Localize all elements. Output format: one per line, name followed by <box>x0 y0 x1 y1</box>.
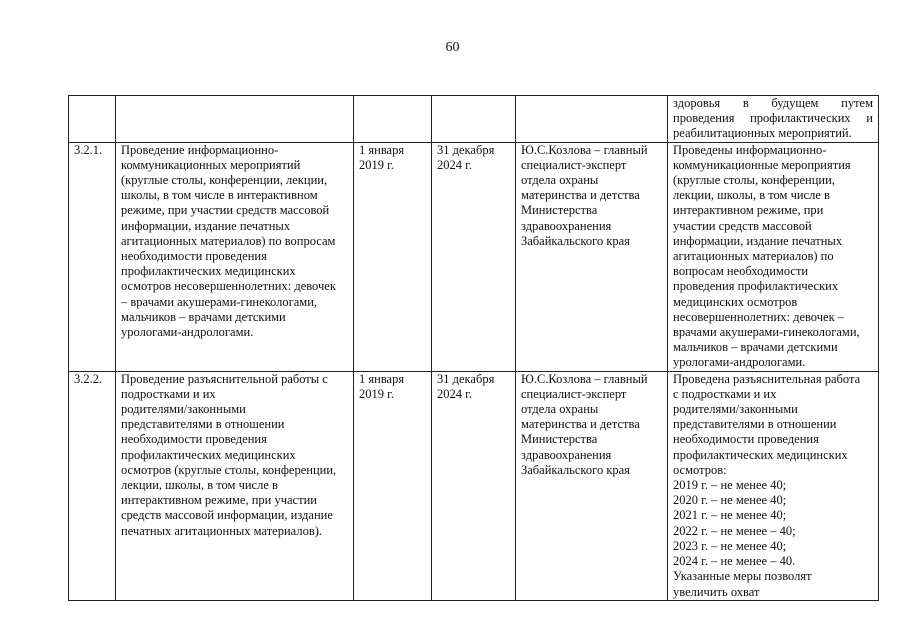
activity-line: необходимости проведения <box>121 249 267 264</box>
activity-line: печатных агитационных материалов). <box>121 523 323 538</box>
activity-line: агитационных материалов) по вопросам <box>121 233 336 248</box>
table-row-continuation <box>69 96 879 143</box>
result-line: Указанные меры позволят <box>673 569 812 584</box>
row-number: 3.2.1. <box>74 142 103 157</box>
responsible-line: специалист-эксперт <box>521 386 627 401</box>
activity-line: информации, издание печатных <box>121 218 291 233</box>
result-line: осмотров: <box>673 462 727 477</box>
activity-line: средств массовой информации, издание <box>121 508 333 523</box>
row-number: 3.2.2. <box>74 371 103 386</box>
activity-line: Проведение разъяснительной работы с <box>121 371 328 386</box>
cell-activity <box>116 142 354 371</box>
table-row-3-2-2 <box>69 371 879 600</box>
cell-end-date <box>432 96 516 143</box>
activity-line: режиме, при участии средств массовой <box>121 203 330 218</box>
cell-activity <box>116 371 354 600</box>
activity-line: (круглые столы, конференции, лекции, <box>121 173 328 188</box>
responsible-line: Министерства <box>521 432 598 447</box>
result-line: 2021 г. – не менее 40; <box>673 508 787 523</box>
result-line: агитационных материалов) по <box>673 249 834 264</box>
end-date-line: 2024 г. <box>437 157 472 172</box>
result-line: информации, издание печатных <box>673 233 843 248</box>
activity-line: подростками и их <box>121 386 216 401</box>
activity-line: урологами-андрологами. <box>121 325 254 340</box>
result-line: несовершеннолетних: девочек – <box>673 309 845 324</box>
result-line: увеличить охват <box>673 584 760 599</box>
result-line: медицинских осмотров <box>673 294 798 309</box>
result-line: 2020 г. – не менее 40; <box>673 493 787 508</box>
cell-end-date <box>432 371 516 600</box>
result-line: лекции, школы, в том числе в <box>673 188 830 203</box>
cell-result <box>668 96 879 143</box>
result-line: Проведена разъяснительная работа <box>673 371 861 386</box>
start-date-line: 1 января <box>359 142 405 157</box>
start-date-line: 1 января <box>359 371 405 386</box>
cell-result <box>668 371 879 600</box>
responsible-line: материнства и детства <box>521 188 640 203</box>
activity-line: интерактивном режиме, при участии <box>121 493 317 508</box>
cell-start-date <box>354 96 432 143</box>
cell-number <box>69 371 116 600</box>
result-line: проведения профилактических и <box>673 111 873 126</box>
end-date-line: 31 декабря <box>437 142 495 157</box>
responsible-line: здравоохранения <box>521 447 612 462</box>
activity-line: профилактических медицинских <box>121 264 296 279</box>
result-line: мальчиков – врачами детскими <box>673 340 838 355</box>
responsible-line: Министерства <box>521 203 598 218</box>
result-line: 2024 г. – не менее – 40. <box>673 554 796 569</box>
result-line: интерактивном режиме, при <box>673 203 824 218</box>
responsible-line: здравоохранения <box>521 218 612 233</box>
page-number: 60 <box>445 40 460 55</box>
responsible-line: Забайкальского края <box>521 233 630 248</box>
cell-start-date <box>354 142 432 371</box>
result-line: вопросам необходимости <box>673 264 809 279</box>
activity-line: – врачами акушерами-гинекологами, <box>121 294 318 309</box>
end-date-line: 2024 г. <box>437 386 472 401</box>
responsible-line: Забайкальского края <box>521 462 630 477</box>
cell-number <box>69 142 116 371</box>
result-line: с подростками и их <box>673 386 777 401</box>
responsible-line: Ю.С.Козлова – главный <box>521 142 648 157</box>
cell-responsible <box>516 371 668 600</box>
activity-line: необходимости проведения <box>121 432 267 447</box>
cell-number <box>69 96 116 143</box>
responsible-line: отдела охраны <box>521 402 599 417</box>
cell-result <box>668 142 879 371</box>
responsible-line: специалист-эксперт <box>521 157 627 172</box>
table-row-3-2-1 <box>69 142 879 371</box>
start-date-line: 2019 г. <box>359 157 394 172</box>
cell-responsible <box>516 96 668 143</box>
responsible-line: отдела охраны <box>521 173 599 188</box>
result-line: (круглые столы, конференции, <box>673 173 835 188</box>
activity-line: профилактических медицинских <box>121 447 296 462</box>
result-line: реабилитационных мероприятий. <box>673 126 852 141</box>
start-date-line: 2019 г. <box>359 386 394 401</box>
result-line: профилактических медицинских <box>673 447 848 462</box>
result-line: проведения профилактических <box>673 279 839 294</box>
result-line: 2019 г. – не менее 40; <box>673 478 787 493</box>
activity-line: осмотров несовершеннолетних: девочек <box>121 279 336 294</box>
result-line: Проведены информационно- <box>673 142 827 157</box>
cell-activity <box>116 96 354 143</box>
result-line: участии средств массовой <box>673 218 812 233</box>
cell-start-date <box>354 371 432 600</box>
activity-line: Проведение информационно- <box>121 142 279 157</box>
activity-line: коммуникационных мероприятий <box>121 157 301 172</box>
responsible-line: материнства и детства <box>521 417 640 432</box>
result-line: 2022 г. – не менее – 40; <box>673 523 796 538</box>
activity-line: родителями/законными <box>121 402 246 417</box>
result-line: коммуникационные мероприятия <box>673 157 851 172</box>
result-line: врачами акушерами-гинекологами, <box>673 325 860 340</box>
result-line: представителями в отношении <box>673 417 837 432</box>
cell-end-date <box>432 142 516 371</box>
cell-responsible <box>516 142 668 371</box>
activity-line: представителями в отношении <box>121 417 285 432</box>
plan-table <box>68 95 879 601</box>
result-line: урологами-андрологами. <box>673 355 806 370</box>
end-date-line: 31 декабря <box>437 371 495 386</box>
result-line: здоровья в будущем путем <box>673 96 873 110</box>
responsible-line: Ю.С.Козлова – главный <box>521 371 648 386</box>
result-line: необходимости проведения <box>673 432 819 447</box>
activity-line: школы, в том числе в интерактивном <box>121 188 318 203</box>
result-line: 2023 г. – не менее 40; <box>673 538 787 553</box>
activity-line: лекции, школы, в том числе в <box>121 478 278 493</box>
activity-line: мальчиков – врачами детскими <box>121 309 286 324</box>
activity-line: осмотров (круглые столы, конференции, <box>121 462 337 477</box>
result-line: родителями/законными <box>673 402 798 417</box>
